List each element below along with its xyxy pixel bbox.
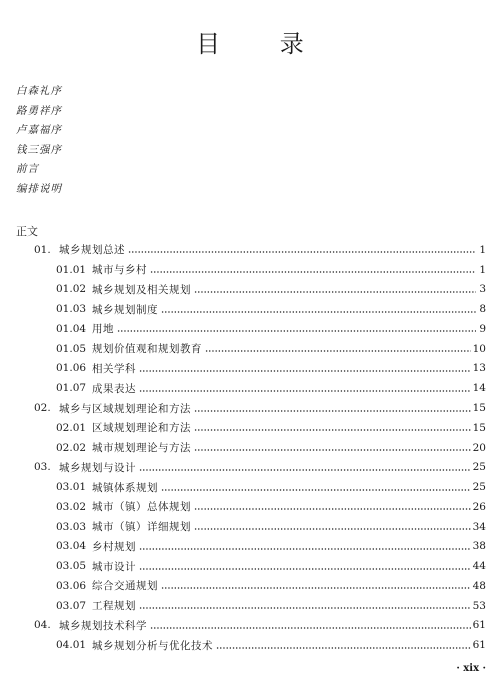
toc-entry-title: 区域规划理论和方法 [92,422,191,435]
toc-entry-number: 03.07 [56,599,87,612]
toc-entry-title: 城乡规划制度 [92,303,158,316]
toc-section-entry[interactable] [0,359,500,379]
toc-entry-page: 25 [472,481,486,494]
dot-leader [161,587,471,589]
toc-entry-number: 03. [34,461,51,474]
toc-entry-title: 城乡规划总述 [59,244,125,257]
toc-entry-number: 03.02 [56,500,87,513]
dot-leader [128,251,476,253]
toc-entry-page: 1 [479,263,486,276]
toc-entry-title: 城市（镇）详细规划 [92,521,191,534]
toc-entry-page: 3 [479,283,486,296]
toc-entry-page: 34 [472,520,486,533]
toc-entry-number: 02. [34,402,51,414]
toc-entry-page: 44 [472,560,486,573]
toc-entry-number: 01.05 [56,342,87,355]
toc-section-entry[interactable] [0,477,500,497]
dot-leader [139,607,471,609]
preface-item[interactable]: 白森礼序 [16,85,62,97]
toc-section-entry[interactable] [0,339,500,359]
toc-entry-title: 相关学科 [92,362,136,375]
preface-item[interactable]: 前言 [16,163,39,175]
toc-entry-page: 14 [472,382,486,395]
toc-entry-number: 01.04 [56,322,87,335]
toc-entry-page: 10 [472,342,486,355]
dot-leader [161,489,471,491]
toc-entry-page: 53 [472,599,486,612]
preface-item[interactable]: 钱三强序 [16,143,62,156]
toc-entry-page: 26 [472,500,486,513]
toc-section-entry[interactable] [0,319,500,339]
dot-leader [205,350,471,352]
toc-list [0,240,500,655]
toc-entry-number: 01.07 [56,382,87,395]
dot-leader [216,647,471,649]
toc-chapter-entry[interactable] [0,240,500,260]
dot-leader [150,271,476,273]
toc-entry-title: 城乡规划分析与优化技术 [92,639,213,652]
toc-section-entry[interactable] [0,378,500,398]
toc-entry-page: 38 [472,540,486,553]
preface-item[interactable]: 卢嘉福序 [16,124,62,136]
toc-entry-title: 成果表达 [92,382,136,395]
toc-entry-title: 城乡规划及相关规划 [92,283,191,296]
toc-section-entry[interactable] [0,418,500,438]
toc-entry-page: 8 [479,303,486,316]
toc-chapter-entry[interactable] [0,398,500,418]
section-heading: 正文 [16,225,38,238]
toc-entry-title: 城镇体系规划 [92,481,158,494]
toc-entry-page: 48 [472,579,486,592]
dot-leader [161,311,476,313]
toc-entry-number: 03.01 [56,481,87,494]
page-number: · xix · [456,663,486,674]
dot-leader [139,568,471,570]
toc-chapter-entry[interactable] [0,457,500,477]
dot-leader [194,410,471,412]
toc-section-entry[interactable] [0,576,500,596]
dot-leader [139,469,471,471]
dot-leader [139,390,471,392]
dot-leader [194,528,471,530]
toc-section-entry[interactable] [0,556,500,576]
toc-entry-number: 04. [34,619,51,632]
toc-entry-title: 城市规划理论与方法 [92,442,191,455]
preface-item[interactable]: 路勇祥序 [16,104,62,117]
toc-entry-number: 03.06 [56,579,87,592]
dot-leader [194,449,471,451]
toc-entry-number: 03.04 [56,540,87,553]
page-title: 目 录 [196,30,330,58]
toc-section-entry[interactable] [0,536,500,556]
toc-entry-title: 城乡规划与设计 [59,461,136,474]
toc-entry-page: 1 [479,243,486,256]
toc-entry-number: 03.05 [56,560,87,573]
preface-list [16,82,62,199]
toc-entry-page: 13 [472,362,486,375]
toc-entry-page: 9 [479,322,486,335]
toc-entry-page: 25 [472,461,486,474]
toc-entry-number: 03.03 [56,520,87,533]
toc-entry-number: 01.06 [56,362,87,375]
toc-entry-page: 15 [472,421,486,434]
toc-section-entry[interactable] [0,517,500,537]
toc-entry-title: 城市与乡村 [92,264,147,277]
toc-entry-title: 用地 [92,323,114,336]
toc-entry-page: 15 [472,402,486,414]
toc-entry-title: 规划价值观和规划教育 [92,343,202,356]
dot-leader [117,330,476,332]
toc-entry-title: 城市设计 [92,560,136,573]
toc-section-entry[interactable] [0,280,500,300]
dot-leader [194,291,476,293]
toc-entry-page: 61 [472,639,486,652]
toc-entry-number: 02.02 [56,441,87,454]
dot-leader [194,508,471,510]
toc-chapter-entry[interactable] [0,616,500,636]
toc-section-entry[interactable] [0,438,500,458]
toc-entry-number: 04.01 [56,639,87,652]
toc-entry-title: 乡村规划 [92,540,136,553]
toc-section-entry[interactable] [0,260,500,280]
toc-section-entry[interactable] [0,299,500,319]
dot-leader [139,548,471,550]
dot-leader [194,429,471,431]
toc-entry-number: 01.01 [56,263,87,276]
toc-entry-page: 20 [472,441,486,454]
toc-entry-number: 01. [34,243,51,256]
toc-entry-number: 02.01 [56,421,87,434]
toc-entry-title: 城乡规划技术科学 [59,619,147,632]
toc-section-entry[interactable] [0,497,500,517]
toc-entry-title: 城乡与区域规划理论和方法 [59,402,191,415]
toc-section-entry[interactable] [0,635,500,655]
dot-leader [139,370,471,372]
toc-entry-number: 01.03 [56,303,87,316]
toc-entry-page: 61 [472,619,486,632]
toc-entry-title: 城市（镇）总体规划 [92,501,191,514]
toc-entry-number: 01.02 [56,283,87,296]
preface-item[interactable]: 编排说明 [16,182,62,195]
dot-leader [150,627,471,629]
toc-section-entry[interactable] [0,596,500,616]
toc-entry-title: 综合交通规划 [92,580,158,593]
toc-entry-title: 工程规划 [92,600,136,613]
